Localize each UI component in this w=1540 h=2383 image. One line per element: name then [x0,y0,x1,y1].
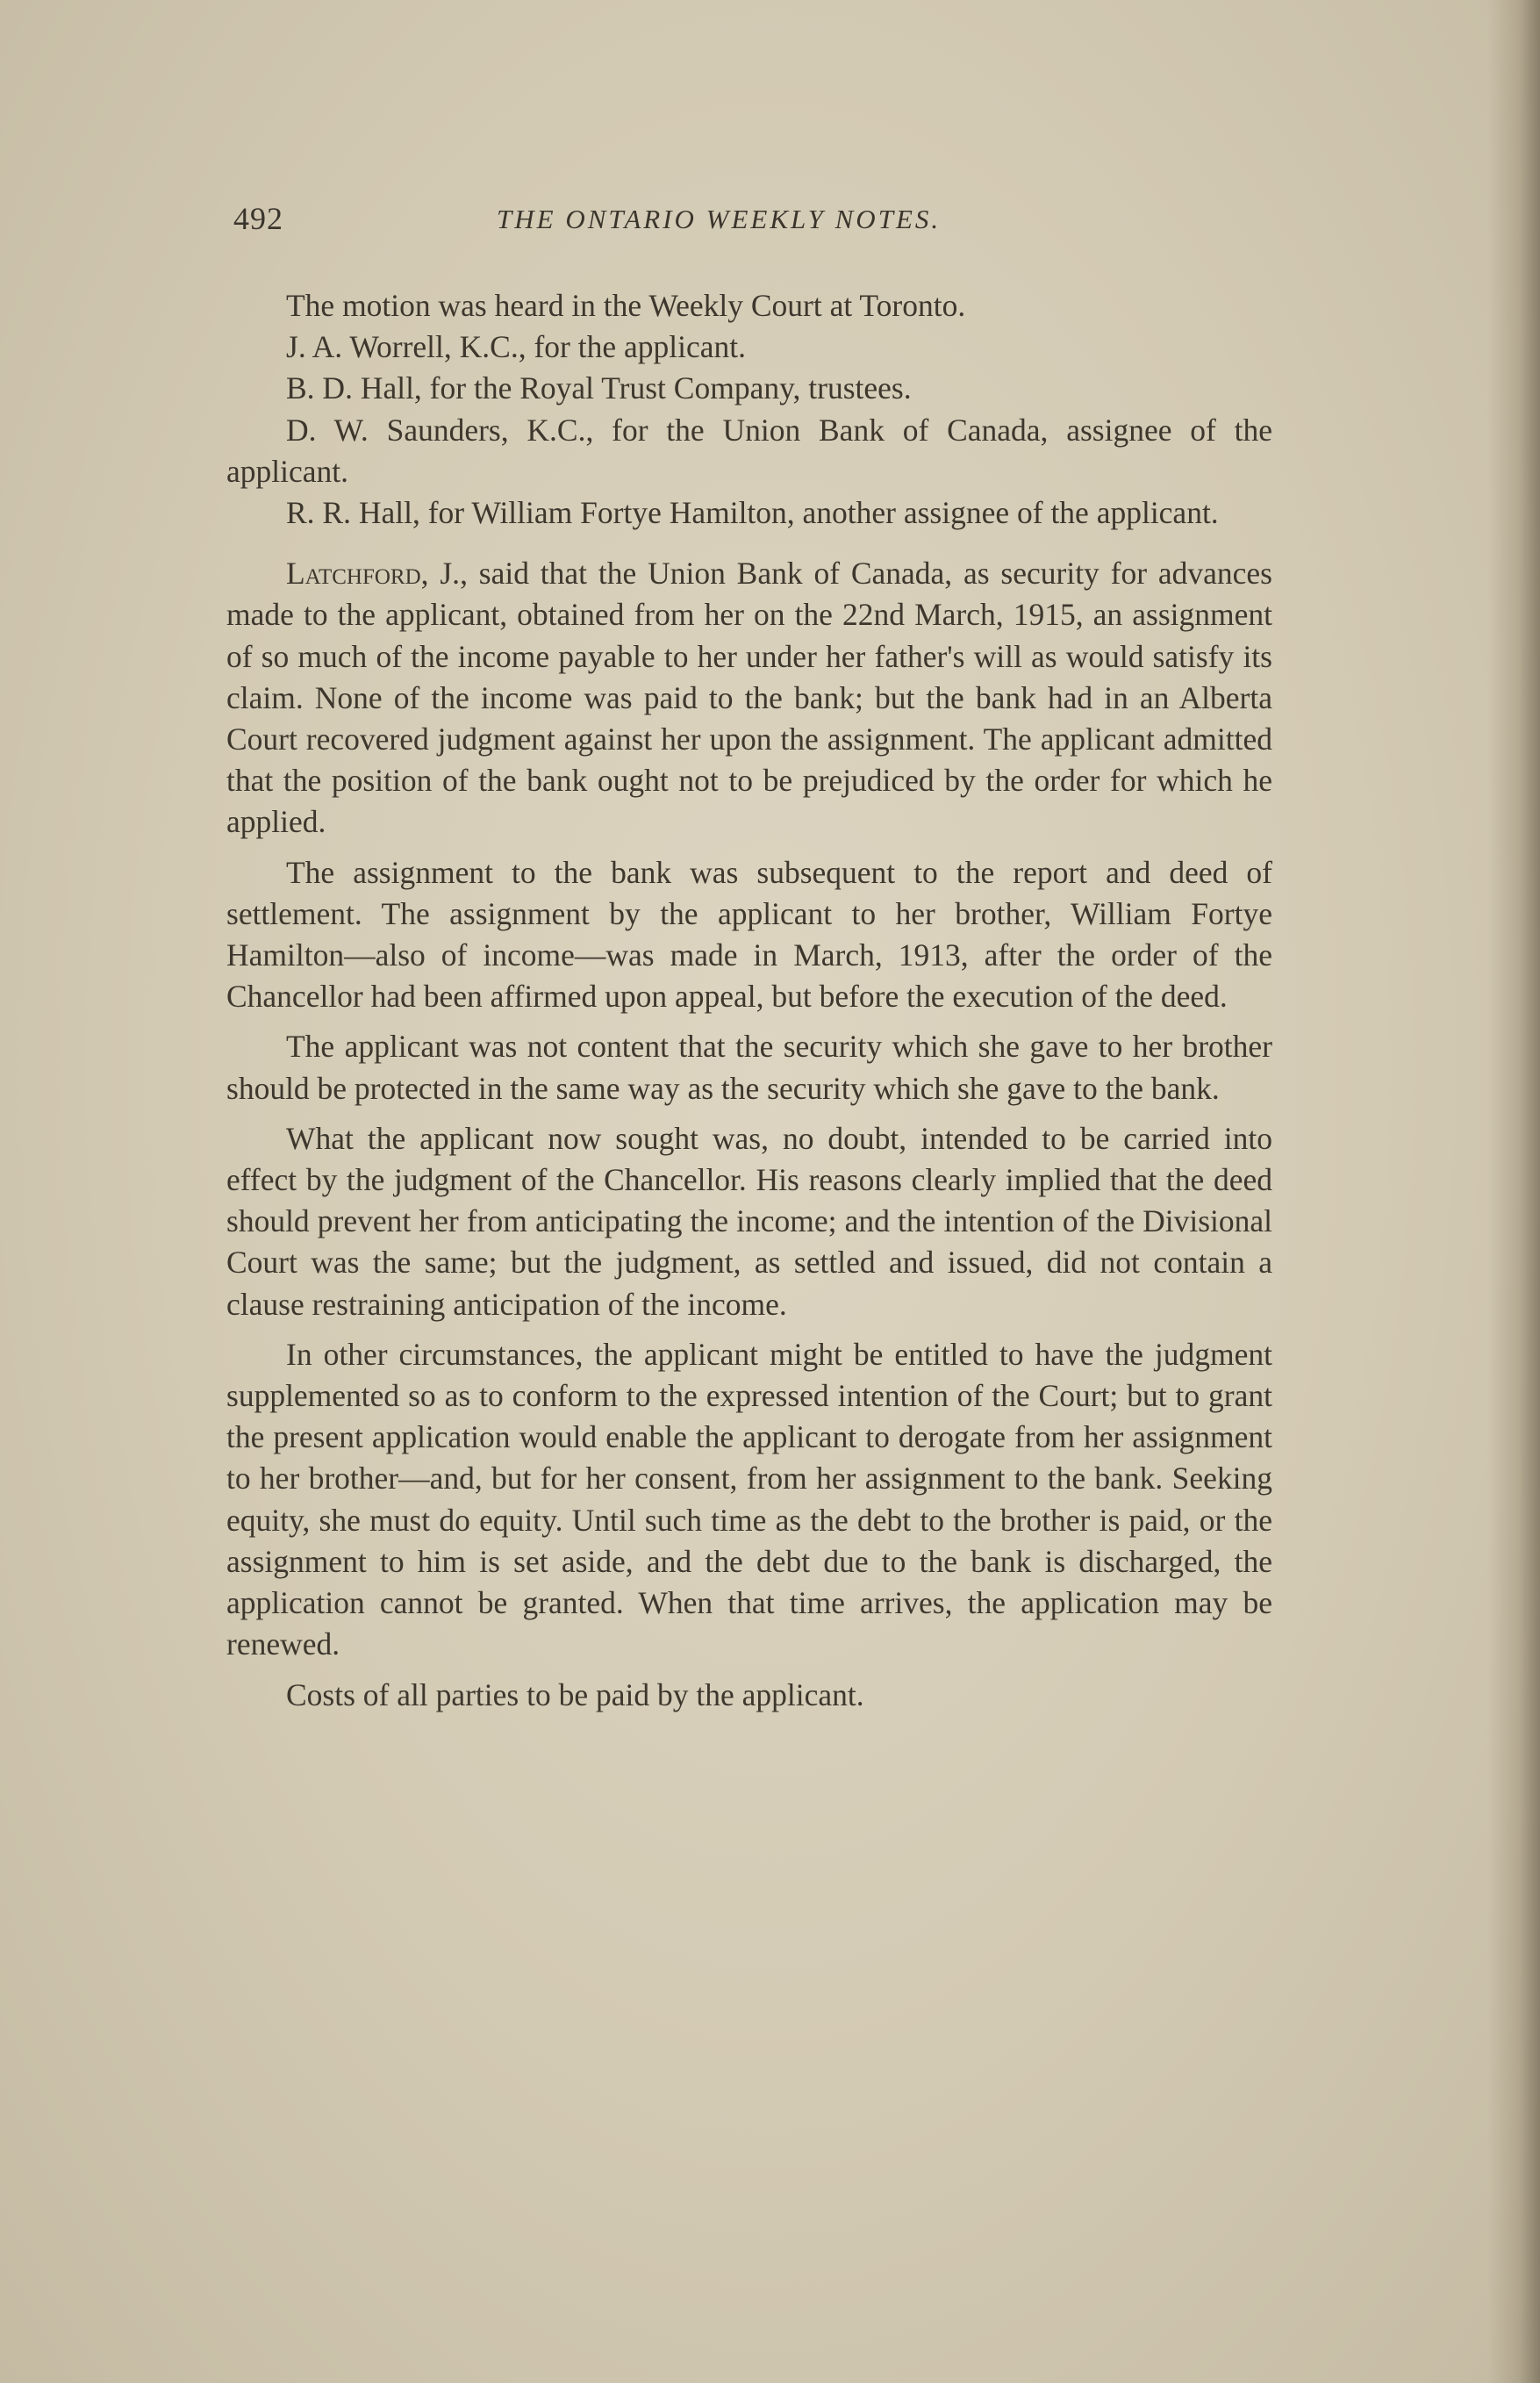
running-title: THE ONTARIO WEEKLY NOTES. [497,204,942,234]
paragraph-costs: Costs of all parties to be paid by the applicant. [286,1676,864,1712]
paragraph-counsel-applicant: J. A. Worrell, K.C., for the applicant. [286,329,746,365]
paragraph-hearing: The motion was heard in the Weekly Court at Toronto. [286,288,966,323]
paragraph-security: The applicant was not content that the security which she gave to her brother should be protected in the same way as the security which she gave to the bank. [226,1029,1272,1106]
judge-name: Latchford, J. [286,556,461,592]
paragraph-intention: What the applicant now sought was, no doubt, intended to be carried into effect by the judgment of the Chancellor. His reasons clearly implied that the deed should prevent her from anticipating the income; and the intention of the Divisional Court was the same; but the judgment, as settled and issued, did not contain a clause restraining anticipation of the income. [226,1120,1272,1322]
paragraph-counsel-assignee: R. R. Hall, for William Fortye Hamilton, another assignee of the applicant. [286,495,1219,531]
paragraph-counsel-bank: D. W. Saunders, K.C., for the Union Bank of Canada, assignee of the applicant. [226,412,1272,489]
paragraph-counsel-trustees: B. D. Hall, for the Royal Trust Company, trustees. [286,370,912,406]
page-edge-shadow [1487,0,1540,2383]
page-header [233,200,1278,253]
paragraph-circumstances: In other circumstances, the applicant might be entitled to have the judgment supplemented so as to conform to the expressed intention of the Court; but to grant the present application would enable the applicant to derogate from her assignment to her brother—and, but for her consent, from her assignment to the bank. Seeking equity, she must do equity. Until such time as the debt to the brother is paid, or the assignment to him is set aside, and the debt due to the bank is discharged, the application cannot be granted. When that time arrives, the application may be renewed. [226,1336,1272,1662]
page-number: 492 [233,201,283,236]
body-text [226,285,1272,1716]
paragraph-judgment-opening [226,553,1272,843]
judgment-opening-text: , said that the Union Bank of Canada, as security for advances made to the applicant, obtained from her on the 22nd March, 1915, an assignment of so much of the income payable to her under her father's will as would satisfy its claim. None of the income was paid to the bank; but the bank had in an Alberta Court recovered judgment against her upon the assignment. The applicant admitted that the position of the bank ought not to be prejudiced by the order for which he applied. [226,556,1272,840]
paragraph-assignment: The assignment to the bank was subsequent to the report and deed of settlement. The assignment by the applicant to her brother, William Fortye Hamilton—also of income—was made in March, 1913, after the order of the Chancellor had been affirmed upon appeal, but before the execution of the deed. [226,854,1272,1015]
